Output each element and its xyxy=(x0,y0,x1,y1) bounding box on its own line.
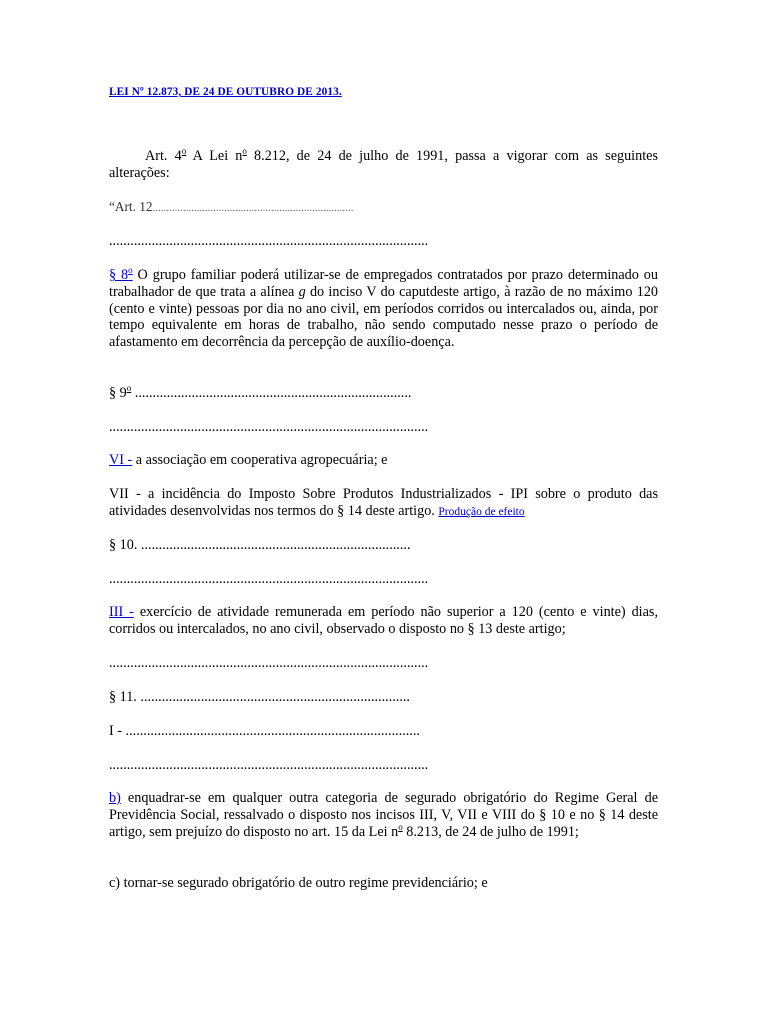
art4-text-a: A Lei n xyxy=(186,148,243,164)
p9-dots: .............................................................................. xyxy=(131,385,412,401)
p10-dots: ............................................................................ xyxy=(137,537,411,553)
paragraph-11-line xyxy=(109,689,659,706)
p8-text-a: O grupo familiar poderá utilizar-se de empregados contratados por prazo determinado ou trabalhador de que trata a alínea xyxy=(109,267,658,300)
art12-label: “Art. 12 xyxy=(109,199,153,214)
inciso-vii-text: VII - a incidência do Imposto Sobre Produtos Industrializados - IPI sobre o produto das atividades desenvolvidas nos termos do § 14 deste artigo. xyxy=(109,486,658,519)
p9-label: § 9 xyxy=(109,385,127,401)
article-4-paragraph xyxy=(109,148,658,182)
art4-lei-sup: o xyxy=(242,146,247,156)
inciso-vi-text: a associação em cooperativa agropecuária; e xyxy=(132,452,388,468)
inciso-vi-link[interactable]: VI - xyxy=(109,452,133,468)
alinea-c-line: c) tornar-se segurado obrigatório de outro regime previdenciário; e xyxy=(109,875,488,891)
p11-dots: ............................................................................ xyxy=(136,689,410,705)
alinea-b-sup: o xyxy=(398,821,403,832)
paragraph-8 xyxy=(109,267,658,351)
inciso-vii-paragraph xyxy=(109,486,658,521)
p9-sup: o xyxy=(126,383,132,393)
inciso-i-label: I - xyxy=(109,723,122,739)
art4-sup: o xyxy=(181,146,187,156)
paragraph-9-line xyxy=(109,385,659,402)
inciso-iii-link[interactable]: III - xyxy=(109,604,134,620)
alinea-b-text-b: 8.213, de 24 de julho de 1991; xyxy=(402,823,579,840)
p8-italic-g: g xyxy=(298,283,306,300)
ellipsis-line-1: .......................................................................................... xyxy=(109,233,429,249)
alinea-b-paragraph xyxy=(109,790,658,840)
ellipsis-line-3: .......................................................................................... xyxy=(109,571,429,587)
ellipsis-line-2: .......................................................................................... xyxy=(109,419,429,435)
ellipsis-line-5: .......................................................................................... xyxy=(109,757,429,773)
alinea-b-link[interactable]: b) xyxy=(109,790,121,806)
p11-label: § 11. xyxy=(109,689,137,705)
inciso-iii-text: exercício de atividade remunerada em período não superior a 120 (cento e vinte) dias, corridos ou intercalados, no ano civil, observado o disposto no § 13 deste artigo; xyxy=(109,604,658,637)
inciso-i-dots: ................................................................................... xyxy=(122,723,420,739)
p8-text-b: do inciso V do caputdeste artigo, à razão de no máximo 120 (cento e vinte) pessoas por dia no ano civil, em períodos corridos ou intercalados ou, ainda, por tempo equivalente em horas de trabalho, não sendo computado nesse prazo o período de afastamento em decorrência da percepção de auxílio-doença. xyxy=(109,283,659,351)
art4-text-b: 8.212, de 24 de julho de 1991, passa a vigorar com as seguintes alterações: xyxy=(109,148,658,181)
art4-label: Art. 4 xyxy=(145,148,182,164)
ellipsis-line-4: .......................................................................................... xyxy=(109,655,429,671)
inciso-vi-line xyxy=(109,452,659,469)
law-title-link[interactable]: LEI Nº 12.873, DE 24 DE OUTUBRO DE 2013. xyxy=(109,86,342,98)
article-12-line xyxy=(109,199,659,217)
art12-dots: ......................................................................... xyxy=(152,202,354,214)
inciso-i-line xyxy=(109,723,659,740)
p10-label: § 10. xyxy=(109,537,138,553)
alinea-b-text-a: enquadrar-se em qualquer outra categoria de segurado obrigatório do Regime Geral de Previdência Social, ressalvado o disposto nos incisos III, V, VII e VIII do § 10 e no § 14 deste artigo, sem prejuízo do disposto no art. 15 da Lei n xyxy=(109,790,658,840)
producao-de-efeito-link[interactable]: Produção de efeito xyxy=(438,505,525,518)
paragraph-10-line xyxy=(109,537,659,554)
paragraph-8-link[interactable]: § 8$^o$ xyxy=(109,265,133,283)
inciso-iii-paragraph xyxy=(109,604,658,638)
